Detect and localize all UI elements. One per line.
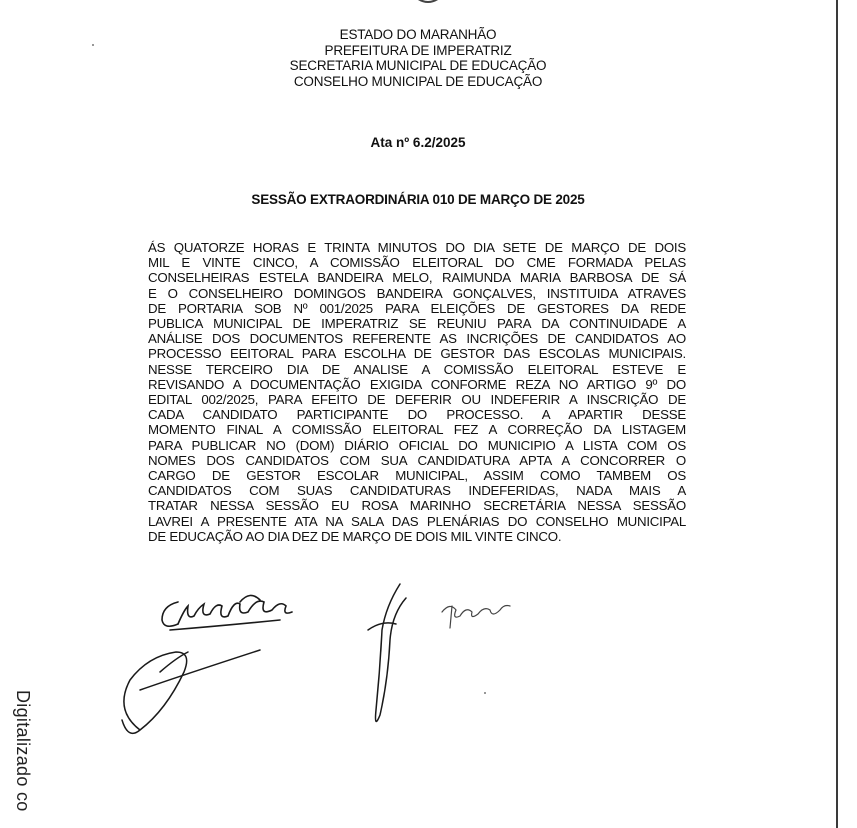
coat-of-arms-icon bbox=[398, 0, 458, 8]
body-line: E O CONSELHEIRO DOMINGOS BANDEIRA GONÇALVES, INSTITUIDA ATRAVES bbox=[148, 285, 686, 301]
scan-speck bbox=[92, 44, 94, 46]
body-line: EDITAL 002/2025, PARA EFEITO DE DEFERIR OU INDEFERIR A INSCRIÇÃO DE bbox=[148, 392, 686, 408]
body-line: PUBLICA MUNICIPAL DE IMPERATRIZ SE REUNIU PARA DA CONTINUIDADE A bbox=[148, 316, 686, 332]
signature-2 bbox=[122, 650, 260, 733]
body-line: PROCESSO EEITORAL PARA ESCOLHA DE GESTOR DAS ESCOLAS MUNICIPAIS. bbox=[148, 346, 686, 362]
body-line: CADA CANDIDATO PARTICIPANTE DO PROCESSO. A APARTIR DESSE bbox=[148, 407, 686, 423]
body-line: ANÁLISE DOS DOCUMENTOS REFERENTE AS INCRIÇÕES DE CANDIDATOS AO bbox=[148, 331, 686, 347]
signatures bbox=[100, 580, 580, 750]
body-line: MIL E VINTE CINCO, A COMISSÃO ELEITORAL DO CME FORMADA PELAS bbox=[148, 255, 686, 271]
signature-4 bbox=[442, 606, 510, 629]
body-line: DE EDUCAÇÃO AO DIA DEZ DE MARÇO DE DOIS MIL VINTE CINCO. bbox=[148, 528, 562, 544]
body-line: CONSELHEIRAS ESTELA BANDEIRA MELO, RAIMUNDA MARIA BARBOSA DE SÁ bbox=[148, 270, 686, 286]
body-line: NESSE TERCEIRO DIA DE ANALISE A COMISSÃO ELEITORAL ESTEVE E bbox=[148, 361, 686, 377]
header-council: CONSELHO MUNICIPAL DE EDUCAÇÃO bbox=[293, 73, 543, 89]
body-line: MOMENTO FINAL A COMISSÃO ELEITORAL FEZ A CORREÇÃO DA LISTAGEM bbox=[148, 422, 686, 438]
header-prefecture: PREFEITURA DE IMPERATRIZ bbox=[324, 42, 512, 58]
minutes-body bbox=[148, 240, 686, 544]
signature-1 bbox=[162, 595, 292, 630]
session-title: SESSÃO EXTRAORDINÁRIA 010 DE MARÇO DE 2025 bbox=[251, 192, 585, 207]
scan-edge bbox=[836, 0, 838, 828]
body-line: REVISANDO A DOCUMENTAÇÃO EXIGIDA CONFORME REZA NO ARTIGO 9º DO bbox=[148, 376, 686, 392]
ata-number: Ata nº 6.2/2025 bbox=[370, 135, 466, 150]
document-header bbox=[0, 27, 836, 89]
scan-speck bbox=[484, 692, 486, 694]
body-line: CARGO DE GESTOR ESCOLAR MUNICIPAL, ASSIM COMO TAMBEM OS bbox=[148, 468, 686, 484]
body-line: ÁS QUATORZE HORAS E TRINTA MINUTOS DO DIA SETE DE MARÇO DE DOIS bbox=[148, 240, 686, 255]
header-secretariat: SECRETARIA MUNICIPAL DE EDUCAÇÃO bbox=[289, 58, 547, 73]
body-line: CANDIDATOS COM SUAS CANDIDATURAS INDEFERIDAS, NADA MAIS A bbox=[148, 483, 686, 499]
body-line: TRATAR NESSA SESSÃO EU ROSA MARINHO SECRETÁRIA NESSA SESSÃO bbox=[148, 498, 686, 514]
body-line: PARA PUBLICAR NO (DOM) DIÁRIO OFICIAL DO MUNICIPIO A LISTA COM OS bbox=[148, 437, 686, 453]
body-line: DE PORTARIA SOB Nº 001/2025 PARA ELEIÇÕES DE GESTORES DA REDE bbox=[148, 300, 686, 316]
signature-3 bbox=[368, 584, 406, 721]
body-line: NOMES DOS CANDIDATOS COM SUA CANDIDATURA APTA A CONCORRER O bbox=[148, 452, 686, 468]
body-line: LAVREI A PRESENTE ATA NA SALA DAS PLENÁRIAS DO CONSELHO MUNICIPAL bbox=[148, 513, 686, 529]
scan-watermark-label: Digitalizado co bbox=[13, 690, 33, 812]
header-state: ESTADO DO MARANHÃO bbox=[339, 27, 497, 42]
